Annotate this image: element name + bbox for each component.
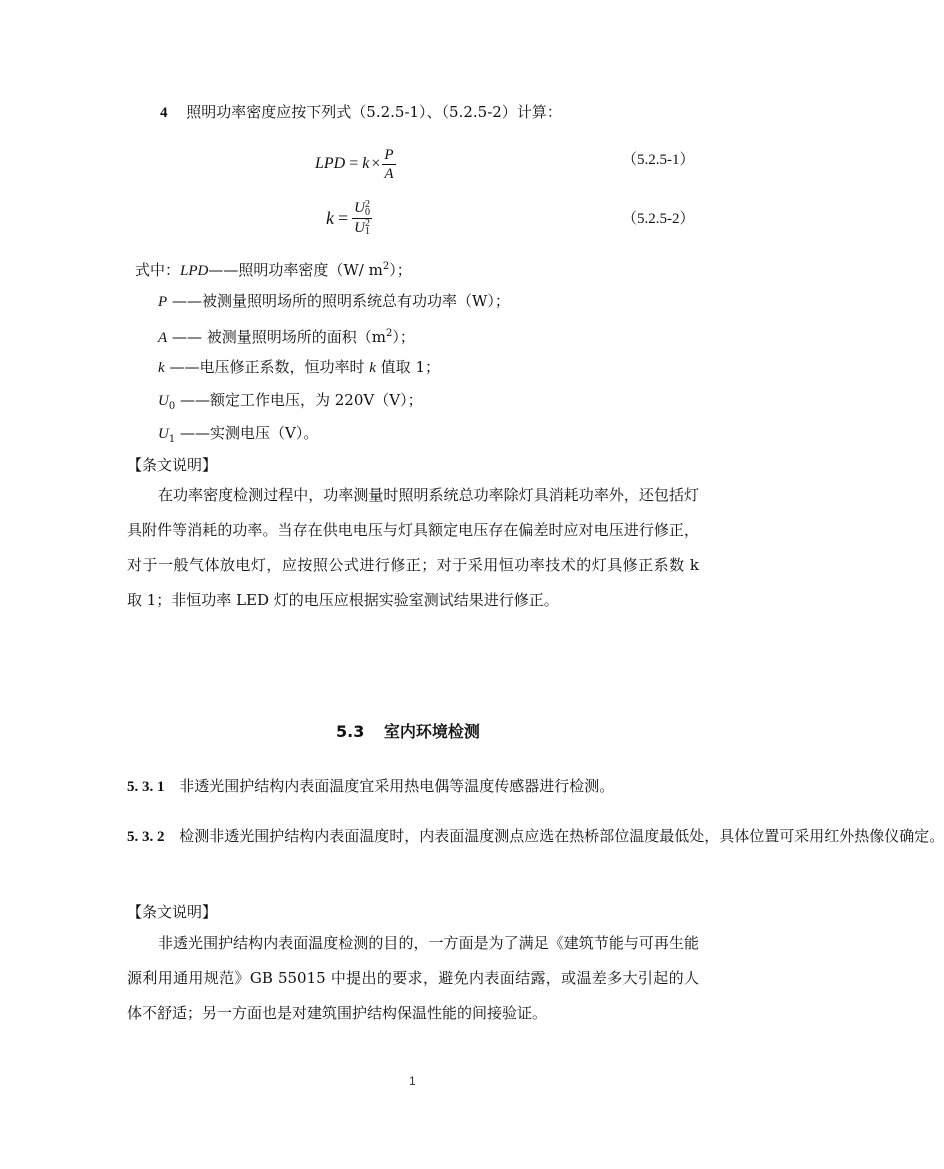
section-heading [336, 719, 480, 742]
clause-5-3-1 [127, 777, 614, 796]
clause-5-3-2 [127, 819, 944, 855]
clause-number: 5. 3. 2 [127, 829, 165, 845]
where-desc: 额定工作电压，为 220V（V）； [210, 391, 423, 409]
symbol-k: k [158, 360, 165, 376]
symbol-u-sub: 1 [168, 434, 176, 445]
eq1-denominator: A [384, 165, 394, 182]
note-body: 在功率密度检测过程中，功率测量时照明系统总功率除灯具消耗功率外，还包括灯具附件等消耗的功率。当存在供电电压与灯具额定电压存在偏差时应对电压进行修正，对于一般气体放电灯，应按照公式进行修正；对于采用恒功率技术的灯具修正系数 k 取 1；非恒功率 LED 灯的电压应根据实验室测试结果进行修正。 [127, 486, 699, 609]
eq1-label: （5.2.5-1） [622, 152, 695, 168]
equation-5-2-5-2 [326, 194, 372, 242]
where-desc: 被测量照明场所的照明系统总有功功率（W）； [201, 292, 510, 310]
eq1-fraction [382, 147, 395, 182]
where-sep: —— [164, 358, 200, 376]
eq1-lhs: LPD [315, 155, 346, 172]
item-4 [160, 103, 562, 122]
where-line-u0 [158, 391, 423, 416]
where-line-u1 [158, 424, 318, 449]
eq2-num-sup: 2 [365, 198, 370, 210]
where-sep: —— [175, 391, 210, 409]
note-heading: 【条文说明】 [127, 903, 218, 921]
eq1-times: × [371, 155, 381, 172]
eq1-numerator: P [384, 146, 394, 163]
clause-text: 检测非透光围护结构内表面温度时，内表面温度测点应选在热桥部位温度最低处，具体位置可采用红外热像仪确定。 [179, 827, 944, 845]
eq2-fraction [352, 200, 372, 236]
where-desc: 照明功率密度（W/ m [238, 261, 383, 279]
symbol-lpd: LPD [180, 263, 209, 279]
eq2-den-sup: 2 [365, 218, 370, 230]
eq2-label: （5.2.5-2） [622, 211, 695, 227]
where-desc: 电压修正系数，恒功率时 [199, 358, 370, 376]
equation-5-2-5-1 [315, 144, 396, 184]
where-sup: 2 [385, 328, 393, 339]
section-number: 5.3 [336, 722, 365, 741]
where-sep: —— [175, 424, 210, 442]
where-tail: ）； [389, 261, 412, 279]
symbol-u: U [158, 393, 169, 409]
where-sep: —— [167, 328, 207, 346]
where-line-lpd [135, 258, 412, 280]
note-heading: 【条文说明】 [127, 456, 218, 474]
eq2-den-sub: 1 [365, 226, 370, 238]
eq2-num-base: U [354, 199, 365, 216]
item-text: 照明功率密度应按下列式（5.2.5-1）、（5.2.5-2）计算： [186, 103, 562, 121]
section-title: 室内环境检测 [383, 722, 480, 741]
eq2-denominator [352, 219, 372, 237]
clause-number: 5. 3. 1 [127, 779, 165, 795]
where-tail: 值取 1； [375, 358, 440, 376]
where-line-p [158, 292, 510, 311]
symbol-a: A [158, 330, 168, 346]
eq2-den-base: U [354, 219, 365, 236]
symbol-p: P [158, 294, 168, 310]
item-number: 4 [160, 105, 168, 121]
where-line-k [158, 358, 440, 377]
symbol-u: U [158, 426, 169, 442]
where-line-a [158, 325, 415, 347]
symbol-k-inline: k [369, 360, 376, 376]
note-body: 非透光围护结构内表面温度检测的目的，一方面是为了满足《建筑节能与可再生能源利用通用规范》GB 55015 中提出的要求，避免内表面结露，或温差多大引起的人体不舒适；另一方面也是对建筑围护结构保温性能的间接验证。 [127, 934, 699, 1022]
eq2-num-sub: 0 [365, 206, 370, 218]
where-sup: 2 [382, 261, 390, 272]
where-intro: 式中： [135, 261, 181, 279]
eq2-equals: = [338, 207, 349, 228]
eq2-lhs: k [326, 207, 334, 228]
page-number: 1 [409, 1074, 416, 1088]
where-desc: 被测量照明场所的面积（m [206, 328, 386, 346]
where-desc: 实测电压（V）。 [210, 424, 319, 442]
where-tail: ）； [392, 328, 415, 346]
eq1-equals: = [349, 155, 359, 172]
where-sep: —— [208, 261, 239, 279]
eq1-k: k [362, 155, 370, 172]
where-sep: —— [167, 292, 202, 310]
clause-text: 非透光围护结构内表面温度宜采用热电偶等温度传感器进行检测。 [179, 777, 615, 795]
symbol-u-sub: 0 [168, 401, 176, 412]
eq2-numerator [352, 200, 372, 219]
